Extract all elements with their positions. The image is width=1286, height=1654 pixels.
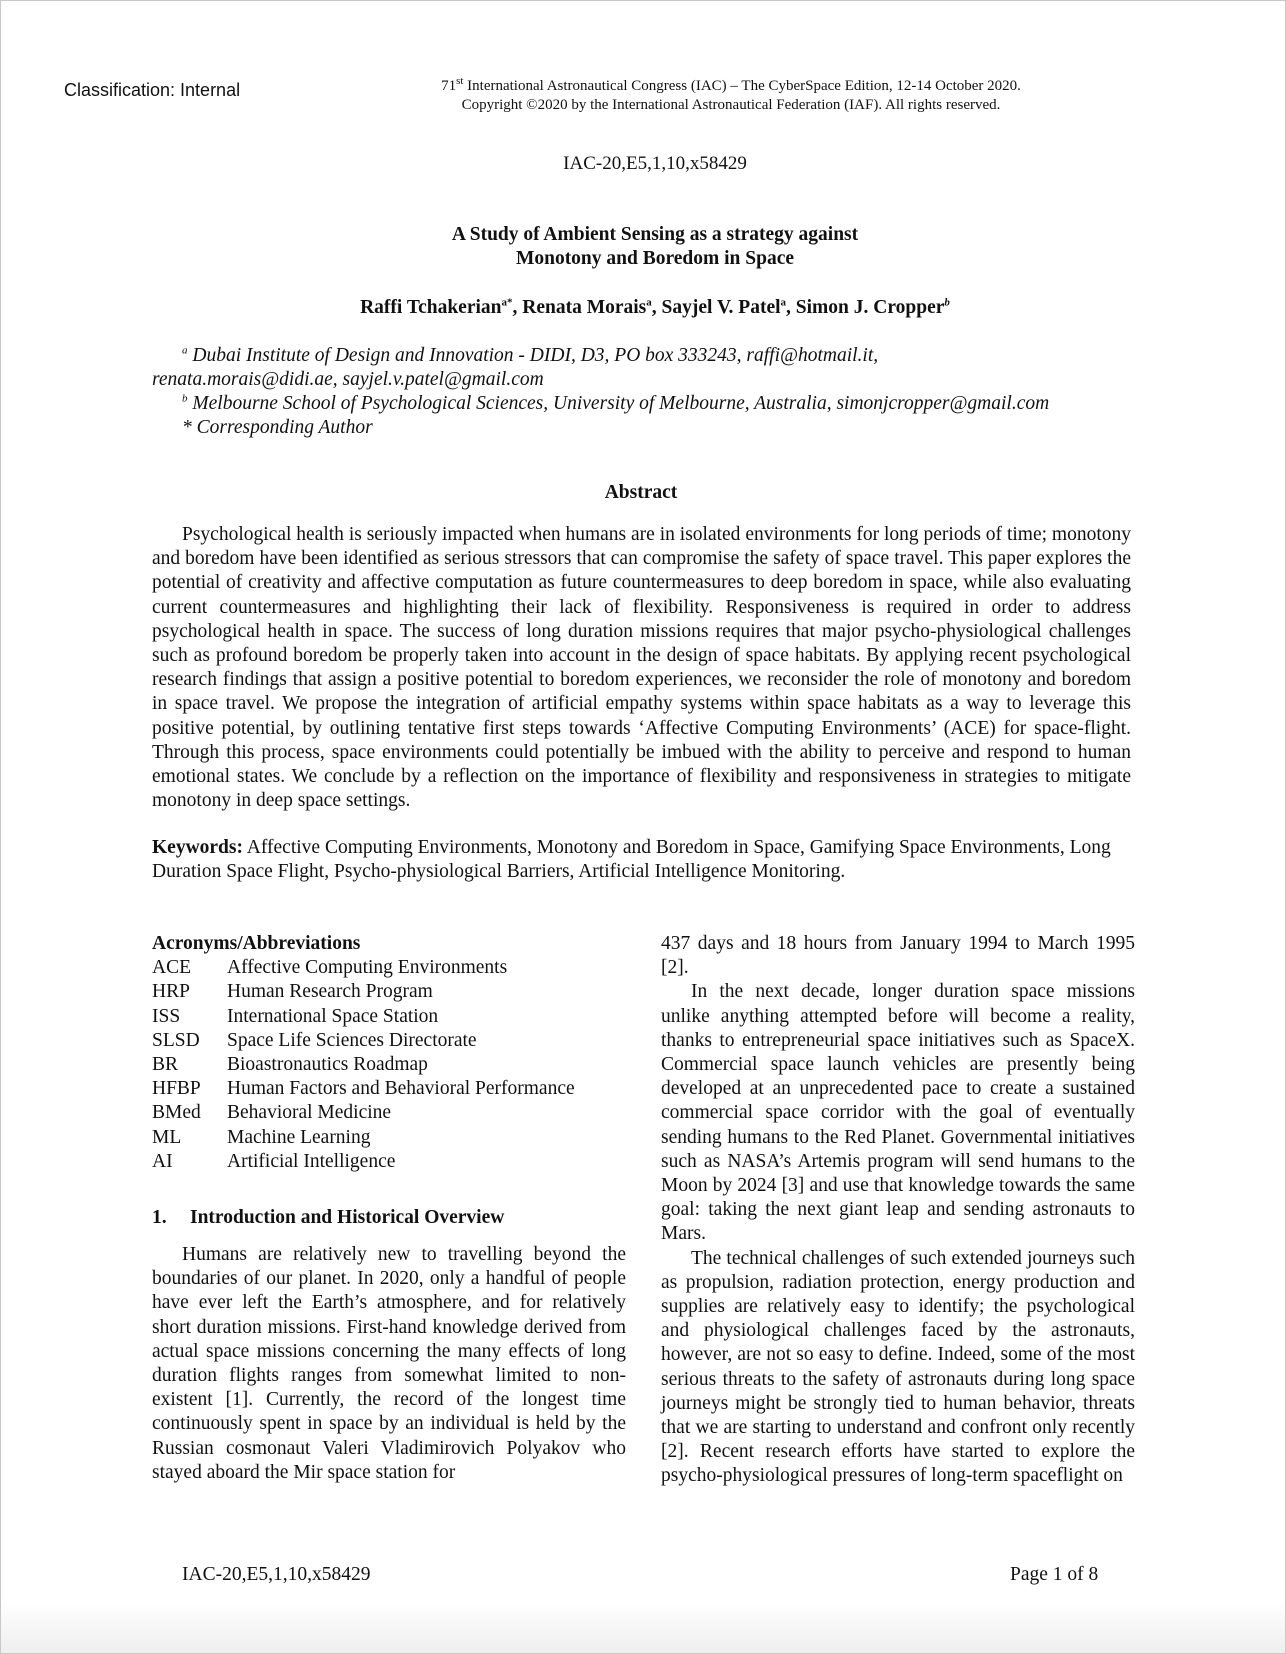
acronym-definition: Human Research Program [227,981,433,1003]
acronym-row [152,1029,626,1053]
copyright-line: Copyright ©2020 by the International Astronautical Federation (IAF). All rights reserved. [461,97,1001,113]
acronym-definition: Affective Computing Environments [227,957,508,979]
acronym-row [152,1053,626,1077]
acronym-definition: Machine Learning [227,1126,371,1148]
section-title: Introduction and Historical Overview [190,1207,505,1229]
congress-number: 71 [441,78,457,94]
document-id: IAC-20,E5,1,10,x58429 [563,153,747,174]
congress-line: International Astronautical Congress (IAC) – The CyberSpace Edition, 12-14 October 2020. [463,78,1021,94]
acronym-row [152,1005,626,1029]
keywords-label: Keywords: [152,837,243,858]
acronym-abbr: ML [152,1126,182,1148]
section-heading [152,1207,626,1229]
title-line-2: Monotony and Boredom in Space [515,248,795,269]
acronym-abbr: HRP [152,981,190,1003]
acronym-abbr: HFBP [152,1078,201,1100]
acronym-row [152,1150,626,1174]
author-list: Raffi Tchakerian$^{a*}$, Renata Morais$^a$, Sayjel V. Patel$^a$, Simon J. Cropper$^b$ [360,296,950,318]
acronym-definition: International Space Station [227,1005,439,1027]
acronym-row [152,1101,626,1125]
acronym-definition: Behavioral Medicine [227,1102,392,1124]
affiliation-a-emails: renata.morais@didi.ae, sayjel.v.patel@gmail.com [152,369,544,390]
author-name: Raffi Tchakerian [360,297,502,318]
author-affiliation-mark: b [944,296,950,309]
conference-header [301,75,1161,95]
congress-ordinal: st [456,75,464,87]
abstract-heading: Abstract [604,482,678,503]
author-affiliation-mark: a [646,296,652,309]
acronym-definition: Space Life Sciences Directorate [227,1029,477,1051]
body-paragraph: Humans are relatively new to travelling beyond the boundaries of our planet. In 2020, only a handful of people have ever left the Earth’s atmosphere, and for relatively short duration missions. First-hand knowledge derived from actual space missions concerning the many effects of long duration flights ranges from somewhat limited to non-existent [1]. Currently, the record of the longest time continuously spent in space by an individual is held by the Russian cosmonaut Valeri Vladimirovich Polyakov who stayed aboard the Mir space station for [152,1244,626,1483]
corresponding-author-note: * Corresponding Author [182,417,373,438]
acronym-row [152,956,626,980]
keywords-text: Affective Computing Environments, Monotony and Boredom in Space, Gamifying Space Environments, Long Duration Space Flight, Psycho-physiological Barriers, Artificial Intelligence Monitoring. [152,837,1111,883]
acronym-abbr: BR [152,1054,179,1076]
body-paragraph: In the next decade, longer duration space missions unlike anything attempted before will become a reality, thanks to entrepreneurial space initiatives such as SpaceX. Commercial space launch vehicles are presently being developed at an unprecedented pace to create a sustained commercial space corridor with the goal of eventually sending humans to the Red Planet. Governmental initiatives such as NASA’s Artemis program will send humans to the Moon by 2024 [3] and use that knowledge towards the same goal: taking the next giant leap and sending astronauts to Mars. [661,981,1135,1245]
affiliation-text: Melbourne School of Psychological Sciences, University of Melbourne, Australia, simonjcropper@gmail.com [187,393,1050,414]
affiliation-text: Dubai Institute of Design and Innovation - DIDI, D3, PO box 333243, raffi@hotmail.it, [187,345,879,366]
author-name: Renata Morais [522,297,647,318]
classification-label: Classification: Internal [64,80,241,100]
acronym-abbr: ACE [152,957,191,979]
title-line-1: A Study of Ambient Sensing as a strategy against [451,224,859,245]
footer-doc-id: IAC-20,E5,1,10,x58429 [182,1564,371,1585]
body-paragraph: 437 days and 18 hours from January 1994 to March 1995 [2]. [661,933,1135,979]
left-column [152,932,626,1485]
acronym-row [152,1077,626,1101]
acronym-abbr: BMed [152,1102,201,1124]
acronym-definition: Artificial Intelligence [227,1150,396,1172]
author-name: Simon J. Cropper [795,297,945,318]
section-number: 1. [152,1207,167,1229]
right-column [661,932,1135,1489]
acronym-row [152,980,626,1004]
body-paragraph: The technical challenges of such extended journeys such as propulsion, radiation protection, energy production and supplies are relatively easy to identify; the psychological and physiological challenges faced by the astronauts, however, are not so easy to define. Indeed, some of the most serious threats to the safety of astronauts during long space journeys might be strongly tied to human behavior, threats that we are starting to understand and confront only recently [2]. Recent research efforts have started to explore the psycho-physiological pressures of long-term spaceflight on [661,1247,1135,1487]
acronym-abbr: SLSD [152,1029,200,1051]
paper-title [1,223,1286,271]
affiliations [152,344,1142,440]
affiliation-b [152,392,1142,416]
acronym-abbr: AI [152,1150,173,1172]
author-name: Sayjel V. Patel [661,297,781,318]
acronym-definition: Human Factors and Behavioral Performance [227,1078,575,1100]
author-affiliation-mark: a* [501,296,513,309]
abstract-text: Psychological health is seriously impacted when humans are in isolated environments for long periods of time; monotony and boredom have been identified as serious stressors that can compromise the safety of space travel. This paper explores the potential of creativity and affective computation as future countermeasures to deep boredom in space, while also evaluating current countermeasures and highlighting their lack of flexibility. Responsiveness is required in order to address psychological health in space. The success of long duration missions requires that major psycho-physiological challenges such as profound boredom be properly taken into account in the design of space habitats. By applying recent psychological research findings that assign a positive potential to boredom experiences, we reconsider the role of monotony and boredom in space travel. We propose the integration of artificial empathy systems within space habitats as a way to leverage this positive potential, by outlining tentative first steps towards ‘Affective Computing Environments’ (ACE) for space-flight. Through this process, space environments could potentially be imbued with the ability to perceive and respond to human emotional states. We conclude by a reflection on the importance of flexibility and responsiveness in strategies to mitigate monotony in deep space settings. [152,524,1131,812]
acronym-list [152,956,626,1174]
acronym-row [152,1126,626,1150]
acronyms-heading: Acronyms/Abbreviations [152,933,361,954]
keywords [152,836,1131,884]
acronym-definition: Bioastronautics Roadmap [227,1054,428,1076]
affiliation-mark: a [182,344,188,357]
author-affiliation-mark: a [780,296,787,309]
affiliation-a [152,344,1142,368]
footer-page-number: Page 1 of 8 [1010,1564,1099,1585]
acronym-abbr: ISS [152,1005,181,1027]
affiliation-mark: b [182,392,188,405]
